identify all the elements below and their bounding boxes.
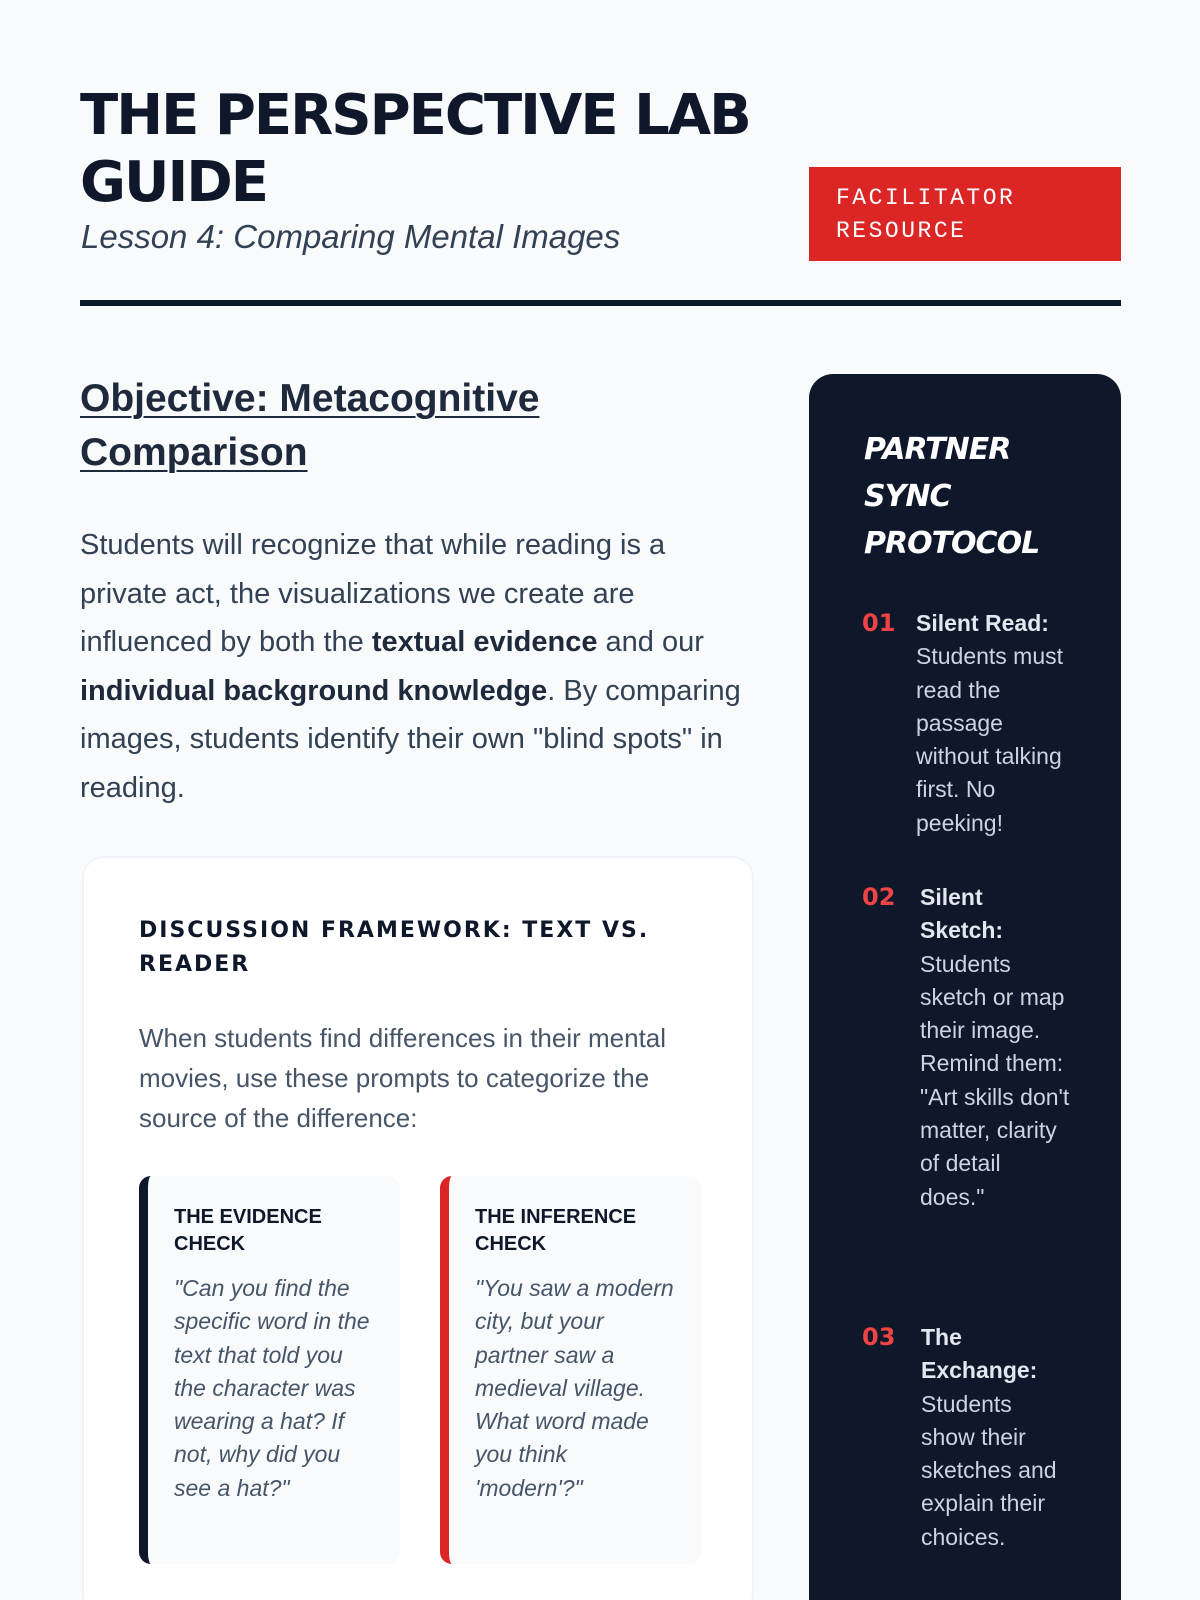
partner-sync-protocol-panel: [809, 374, 1121, 1600]
step-text: [920, 881, 1070, 1214]
step-text: [916, 607, 1066, 840]
lesson-subtitle: Lesson 4: Comparing Mental Images: [81, 218, 621, 255]
inference-check-quote: "You saw a modern city, but your partner saw a medieval village. What word made you think 'modern'?": [475, 1275, 674, 1501]
objective-bold-background-knowledge: individual background knowledge: [80, 674, 548, 707]
step-number: 02: [862, 883, 896, 911]
step-label: Silent Read:: [916, 610, 1049, 636]
objective-text-part: and our: [597, 626, 704, 658]
discussion-intro: When students find differences in their mental movies, use these prompts to categorize the source of the difference:: [139, 1023, 667, 1133]
inference-check-title: THE INFERENCE CHECK: [475, 1206, 637, 1255]
objective-text-part: . By comparing images, students identify their own "blind spots" in reading.: [80, 674, 741, 804]
discussion-title: DISCUSSION FRAMEWORK: TEXT VS. READER: [139, 918, 650, 977]
inference-check-box: [440, 1176, 701, 1564]
protocol-title: PARTNER SYNC PROTOCOL: [864, 432, 1040, 561]
facilitator-badge: FACILITATOR RESOURCE: [809, 167, 1121, 261]
page-title: THE PERSPECTIVE LAB GUIDE: [80, 83, 750, 215]
header-divider: [80, 300, 1121, 306]
evidence-check-title: THE EVIDENCE CHECK: [174, 1206, 322, 1255]
step-number: 01: [862, 609, 896, 637]
step-description: Students sketch or map their image. Remind them: "Art skills don't matter, clarity of detail does.": [920, 950, 1070, 1210]
step-description: Students show their sketches and explain their choices.: [921, 1390, 1057, 1550]
evidence-check-quote: "Can you find the specific word in the text that told you the character was wearing a hat? If not, why did you see a hat?": [174, 1275, 370, 1501]
step-label: Silent Sketch:: [920, 884, 1004, 944]
objective-text-part: Students will recognize that while reading is a private act, the visualizations we create are influenced by both the: [80, 529, 666, 658]
step-description: Students must read the passage without talking first. No peeking!: [916, 643, 1064, 836]
evidence-check-box: [139, 1176, 400, 1564]
step-number: 03: [862, 1323, 896, 1351]
discussion-framework-card: [82, 856, 754, 1600]
objective-heading: Objective: Metacognitive Comparison: [80, 377, 540, 474]
step-label: The Exchange:: [921, 1324, 1038, 1384]
objective-bold-textual-evidence: textual evidence: [371, 626, 598, 658]
objective-text: [80, 521, 752, 812]
step-text: [921, 1321, 1071, 1554]
